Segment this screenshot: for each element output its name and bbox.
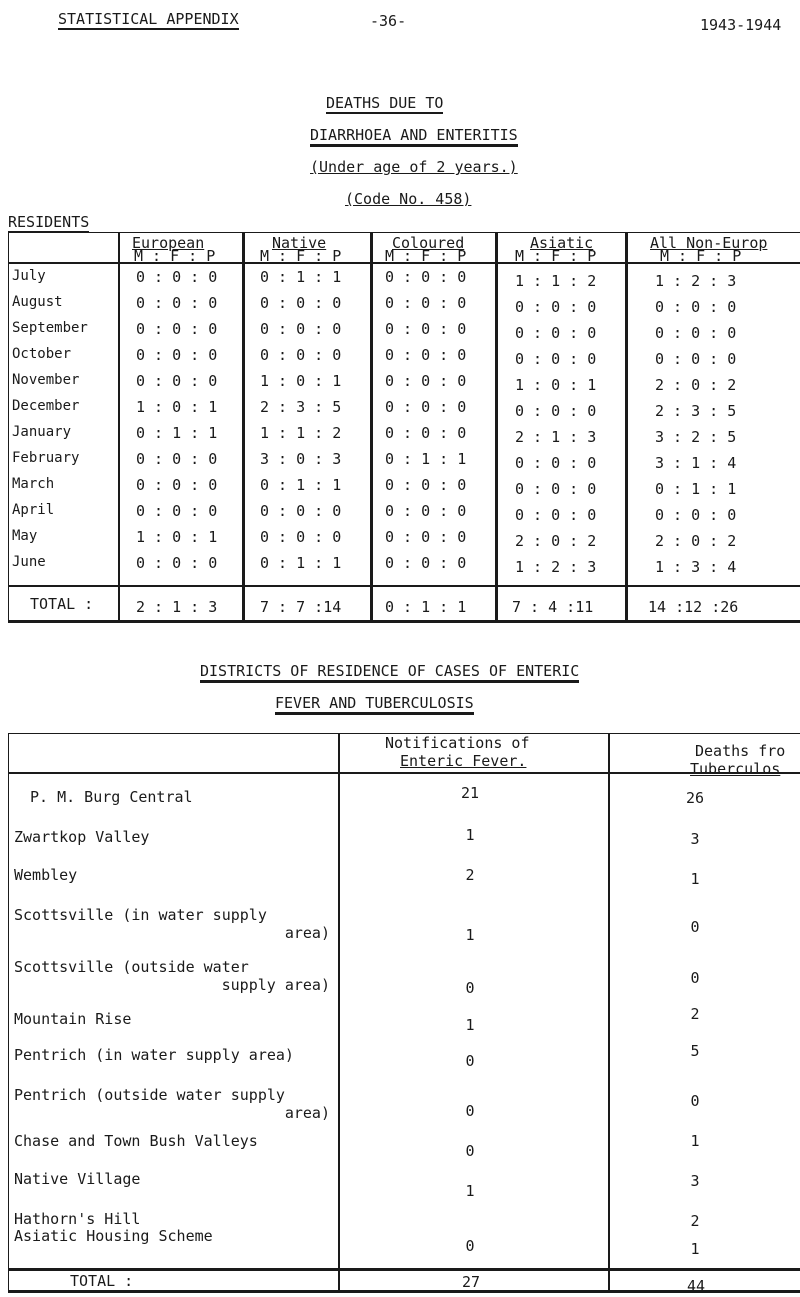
section1-title2: DIARRHOEA AND ENTERITIS xyxy=(310,126,518,147)
col-tb-line2: Tuberculos xyxy=(690,760,781,778)
group-european: European xyxy=(132,234,205,252)
month-value-cell: 0 : 0 : 0 xyxy=(136,502,218,520)
page-number: -36- xyxy=(370,12,407,30)
month-label: April xyxy=(12,502,55,518)
section2-title2: FEVER AND TUBERCULOSIS xyxy=(275,694,474,715)
month-value-cell: 0 : 1 : 1 xyxy=(655,480,737,498)
total-native: 7 : 7 :14 xyxy=(260,598,342,616)
month-value-cell: 0 : 1 : 1 xyxy=(260,268,342,286)
district-name: Wembley xyxy=(14,866,78,884)
group-coloured: Coloured xyxy=(392,234,465,252)
month-value-cell: 1 : 0 : 1 xyxy=(136,528,218,546)
month-value-cell: 0 : 0 : 0 xyxy=(515,454,597,472)
tb-death-count: 2 xyxy=(690,1212,700,1230)
enteric-count: 2 xyxy=(465,866,475,884)
tb-death-count: 2 xyxy=(690,1005,700,1023)
district-name: area) xyxy=(284,1104,330,1122)
section2-title1: DISTRICTS OF RESIDENCE OF CASES OF ENTERIC xyxy=(200,662,579,683)
subheader-native: M : F : P xyxy=(260,247,342,265)
total-label-2: TOTAL : xyxy=(70,1272,134,1290)
residents-label: RESIDENTS xyxy=(8,213,90,231)
district-name: supply area) xyxy=(221,976,330,994)
subheader-coloured: M : F : P xyxy=(385,247,467,265)
month-label: March xyxy=(12,476,55,492)
col-enteric-line1: Notifications of xyxy=(385,734,530,752)
enteric-count: 1 xyxy=(465,926,475,944)
year-range: 1943-1944 xyxy=(700,16,782,34)
tb-death-count: 0 xyxy=(690,1092,700,1110)
tb-death-count: 1 xyxy=(690,1132,700,1150)
month-label: June xyxy=(12,554,46,570)
enteric-count: 0 xyxy=(465,1102,475,1120)
total-enteric: 27 xyxy=(462,1273,481,1291)
month-value-cell: 0 : 0 : 0 xyxy=(385,372,467,390)
month-value-cell: 0 : 0 : 0 xyxy=(385,346,467,364)
district-name: Native Village xyxy=(14,1170,141,1188)
month-value-cell: 3 : 1 : 4 xyxy=(655,454,737,472)
district-name: Chase and Town Bush Valleys xyxy=(14,1132,258,1150)
month-value-cell: 0 : 0 : 0 xyxy=(385,268,467,286)
month-label: November xyxy=(12,372,80,388)
subheader-european: M : F : P xyxy=(134,247,216,265)
month-value-cell: 1 : 0 : 1 xyxy=(515,376,597,394)
month-value-cell: 1 : 3 : 4 xyxy=(655,558,737,576)
month-value-cell: 0 : 0 : 0 xyxy=(136,320,218,338)
month-value-cell: 0 : 0 : 0 xyxy=(385,528,467,546)
month-value-cell: 3 : 2 : 5 xyxy=(655,428,737,446)
month-value-cell: 0 : 0 : 0 xyxy=(655,298,737,316)
enteric-count: 0 xyxy=(465,1142,475,1160)
subheader-all: M : F : P xyxy=(660,247,742,265)
month-label: May xyxy=(12,528,38,544)
district-name: Scottsville (outside water xyxy=(14,958,249,976)
month-value-cell: 0 : 0 : 0 xyxy=(655,350,737,368)
section1-code: (Code No. 458) xyxy=(345,190,472,208)
month-value-cell: 0 : 1 : 1 xyxy=(385,450,467,468)
district-name: Zwartkop Valley xyxy=(14,828,150,846)
district-name: Pentrich (in water supply area) xyxy=(14,1046,294,1064)
month-value-cell: 1 : 0 : 1 xyxy=(260,372,342,390)
section1-title1: DEATHS DUE TO xyxy=(326,94,444,112)
month-value-cell: 0 : 0 : 0 xyxy=(655,324,737,342)
tb-death-count: 3 xyxy=(690,1172,700,1190)
month-value-cell: 0 : 0 : 0 xyxy=(136,476,218,494)
month-value-cell: 0 : 0 : 0 xyxy=(515,480,597,498)
total-all: 14 :12 :26 xyxy=(648,598,739,616)
month-value-cell: 0 : 0 : 0 xyxy=(515,350,597,368)
enteric-count: 0 xyxy=(465,1052,475,1070)
month-value-cell: 0 : 0 : 0 xyxy=(385,476,467,494)
month-value-cell: 1 : 1 : 2 xyxy=(260,424,342,442)
section1-subtitle: (Under age of 2 years.) xyxy=(310,158,518,176)
month-value-cell: 0 : 0 : 0 xyxy=(136,268,218,286)
month-value-cell: 2 : 0 : 2 xyxy=(515,532,597,550)
month-value-cell: 0 : 1 : 1 xyxy=(136,424,218,442)
month-value-cell: 0 : 0 : 0 xyxy=(385,502,467,520)
enteric-count: 1 xyxy=(465,826,475,844)
month-value-cell: 0 : 0 : 0 xyxy=(260,320,342,338)
month-value-cell: 0 : 0 : 0 xyxy=(385,424,467,442)
district-name: area) xyxy=(284,924,330,942)
month-value-cell: 2 : 3 : 5 xyxy=(260,398,342,416)
group-all-non-european: All Non-Europ xyxy=(650,234,768,252)
month-value-cell: 0 : 0 : 0 xyxy=(515,402,597,420)
month-value-cell: 0 : 0 : 0 xyxy=(515,324,597,342)
subheader-asiatic: M : F : P xyxy=(515,247,597,265)
tb-death-count: 0 xyxy=(690,969,700,987)
group-native: Native xyxy=(272,234,327,252)
month-label: February xyxy=(12,450,80,466)
month-label: July xyxy=(12,268,46,284)
month-value-cell: 3 : 0 : 3 xyxy=(260,450,342,468)
month-label: September xyxy=(12,320,88,336)
month-value-cell: 0 : 0 : 0 xyxy=(515,298,597,316)
enteric-count: 0 xyxy=(465,1237,475,1255)
month-value-cell: 0 : 0 : 0 xyxy=(260,528,342,546)
month-value-cell: 1 : 2 : 3 xyxy=(515,558,597,576)
enteric-count: 0 xyxy=(465,979,475,997)
district-name: P. M. Burg Central xyxy=(30,788,193,806)
month-value-cell: 0 : 0 : 0 xyxy=(385,320,467,338)
month-value-cell: 2 : 1 : 3 xyxy=(515,428,597,446)
tb-death-count: 1 xyxy=(690,870,700,888)
month-value-cell: 1 : 2 : 3 xyxy=(655,272,737,290)
month-value-cell: 1 : 1 : 2 xyxy=(515,272,597,290)
tb-death-count: 3 xyxy=(690,830,700,848)
total-tb: 44 xyxy=(687,1277,706,1295)
district-name: Pentrich (outside water supply xyxy=(14,1086,285,1104)
month-value-cell: 0 : 0 : 0 xyxy=(260,502,342,520)
tb-death-count: 26 xyxy=(685,789,705,807)
total-asiatic: 7 : 4 :11 xyxy=(512,598,594,616)
month-value-cell: 0 : 0 : 0 xyxy=(385,398,467,416)
total-coloured: 0 : 1 : 1 xyxy=(385,598,467,616)
enteric-count: 1 xyxy=(465,1182,475,1200)
month-value-cell: 2 : 0 : 2 xyxy=(655,376,737,394)
month-value-cell: 0 : 0 : 0 xyxy=(385,294,467,312)
district-name: Hathorn's Hill xyxy=(14,1210,141,1228)
tb-death-count: 1 xyxy=(690,1240,700,1258)
district-name: Mountain Rise xyxy=(14,1010,132,1028)
group-asiatic: Asiatic xyxy=(530,234,594,252)
district-name: Scottsville (in water supply xyxy=(14,906,267,924)
col-enteric-line2: Enteric Fever. xyxy=(400,752,527,770)
month-value-cell: 0 : 0 : 0 xyxy=(385,554,467,572)
total-label-1: TOTAL : xyxy=(30,595,94,613)
month-value-cell: 0 : 0 : 0 xyxy=(136,372,218,390)
month-value-cell: 2 : 0 : 2 xyxy=(655,532,737,550)
month-label: August xyxy=(12,294,63,310)
tb-death-count: 5 xyxy=(690,1042,700,1060)
month-label: December xyxy=(12,398,80,414)
month-value-cell: 1 : 0 : 1 xyxy=(136,398,218,416)
district-name: Asiatic Housing Scheme xyxy=(14,1227,213,1245)
month-value-cell: 2 : 3 : 5 xyxy=(655,402,737,420)
col-tb-line1: Deaths fro xyxy=(695,742,786,760)
month-label: October xyxy=(12,346,72,362)
month-value-cell: 0 : 0 : 0 xyxy=(136,294,218,312)
month-value-cell: 0 : 0 : 0 xyxy=(260,346,342,364)
month-value-cell: 0 : 0 : 0 xyxy=(136,450,218,468)
enteric-count: 21 xyxy=(460,784,480,802)
month-label: January xyxy=(12,424,72,440)
total-european: 2 : 1 : 3 xyxy=(136,598,218,616)
month-value-cell: 0 : 1 : 1 xyxy=(260,476,342,494)
month-value-cell: 0 : 0 : 0 xyxy=(136,346,218,364)
month-value-cell: 0 : 0 : 0 xyxy=(655,506,737,524)
month-value-cell: 0 : 0 : 0 xyxy=(260,294,342,312)
enteric-count: 1 xyxy=(465,1016,475,1034)
appendix-title: STATISTICAL APPENDIX xyxy=(58,10,239,28)
tb-death-count: 0 xyxy=(690,918,700,936)
month-value-cell: 0 : 0 : 0 xyxy=(515,506,597,524)
month-value-cell: 0 : 0 : 0 xyxy=(136,554,218,572)
month-value-cell: 0 : 1 : 1 xyxy=(260,554,342,572)
